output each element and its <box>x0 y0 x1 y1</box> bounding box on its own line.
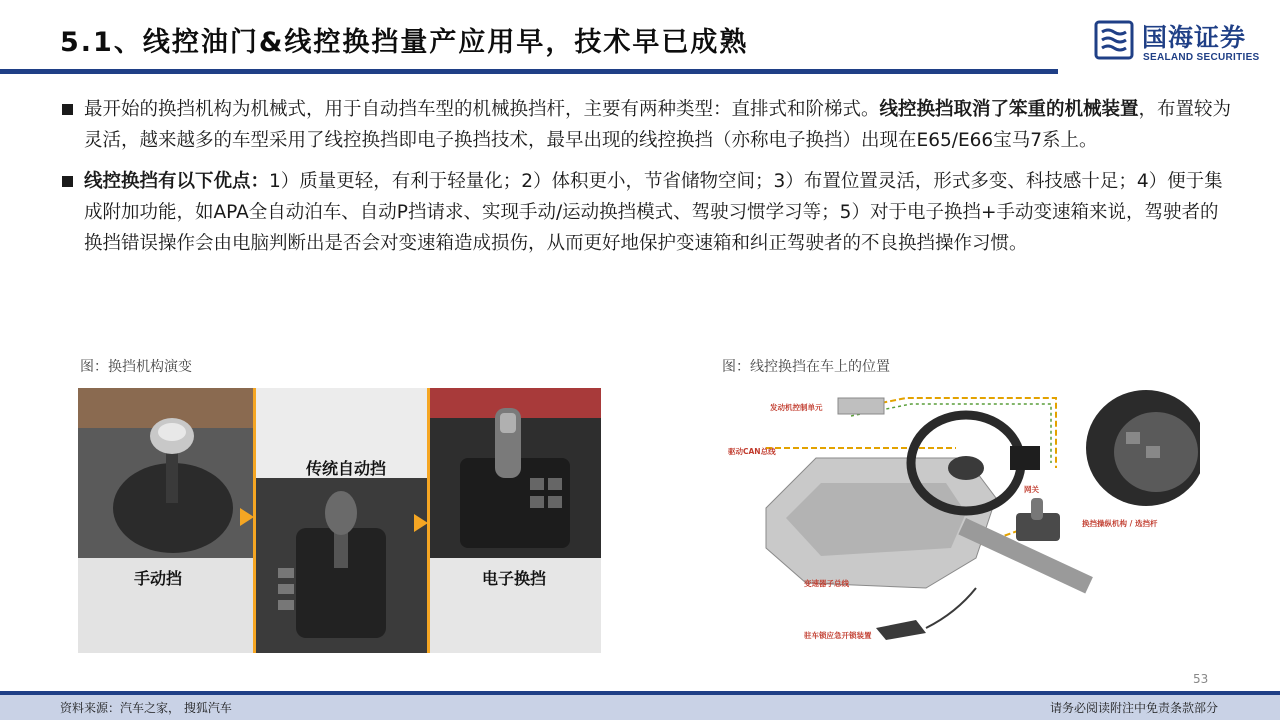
shifter-evolution-figure <box>78 388 601 653</box>
sealand-logo-icon <box>1094 20 1134 60</box>
label-shifter: 换挡操纵机构 / 选挡杆 <box>1082 519 1158 528</box>
bullet-1-text-c: ，布置较为灵活，越来越多的车型采用了线控换挡即电子换挡技术，最早出现的线控换挡（亦称电子换挡）出现在E65/E66宝马7系上。 <box>84 99 1232 151</box>
page-title: 5.1、线控油门&线控换挡量产应用早，技术早已成熟 <box>60 27 749 58</box>
label-can-bus: 驱动CAN总线 <box>728 447 776 456</box>
bullet-2-text-bold: 线控换挡有以下优点： <box>84 171 270 192</box>
arrow-right-icon <box>414 514 428 532</box>
bullet-square-icon <box>62 104 73 115</box>
automatic-shifter-panel <box>256 388 428 653</box>
title-underline <box>0 69 1058 74</box>
automatic-shifter-label: 传统自动挡 <box>306 459 387 478</box>
page-number: 53 <box>1193 672 1209 686</box>
label-engine-control-unit: 发动机控制单元 <box>770 403 823 412</box>
bullet-item-1 <box>62 94 1232 156</box>
company-logo <box>1094 18 1270 68</box>
bullet-list <box>62 94 1232 269</box>
left-figure-caption: 图：换挡机构演变 <box>80 359 192 375</box>
manual-shifter-label: 手动挡 <box>134 569 183 588</box>
footer-accent-bar <box>0 691 1280 695</box>
electronic-shifter-label: 电子换挡 <box>482 569 547 588</box>
label-parking-release: 驻车锁应急开锁装置 <box>804 631 872 640</box>
bullet-2-text-c: 1）质量更轻，有利于轻量化；2）体积更小，节省储物空间；3）布置位置灵活，形式多变、科技感十足；4）便于集成附加功能，如APA全自动泊车、自动P挡请求、实现手动/运动换挡模式、驾驶习惯学习等；5）对于电子换挡+手动变速箱来说，驾驶者的换挡错误操作会由电脑判断出是否会对变速箱造成损伤，从而更好地保护变速箱和纠正驾驶者的不良换挡操作习惯。 <box>84 171 1223 254</box>
manual-shifter-image <box>78 388 254 653</box>
footer-disclaimer: 请务必阅读附注中免责条款部分 <box>1050 701 1219 715</box>
electronic-shifter-panel <box>430 388 601 653</box>
label-gearbox-bus: 变速器子总线 <box>804 579 849 588</box>
bullet-square-icon <box>62 176 73 187</box>
logo-text-cn: 国海证券 <box>1142 23 1247 52</box>
right-figure-caption: 图：线控换挡在车上的位置 <box>722 359 890 375</box>
footer-source: 资料来源：汽车之家， 搜狐汽车 <box>60 701 232 715</box>
electronic-shifter-image <box>430 388 601 653</box>
label-gateway: 网关 <box>1024 485 1039 494</box>
bullet-1-text-a: 最开始的换挡机构为机械式，用于自动挡车型的机械换挡杆，主要有两种类型：直排式和阶梯式。 <box>84 99 880 120</box>
bullet-item-2 <box>62 166 1232 259</box>
logo-text-en: SEALAND SECURITIES <box>1143 52 1260 63</box>
bullet-1-text-bold: 线控换挡取消了笨重的机械装置 <box>879 99 1139 120</box>
manual-shifter-panel <box>78 388 254 653</box>
footer <box>0 691 1280 720</box>
shift-by-wire-location-figure <box>726 388 1200 653</box>
automatic-shifter-image <box>256 388 428 653</box>
arrow-right-icon <box>240 508 254 526</box>
